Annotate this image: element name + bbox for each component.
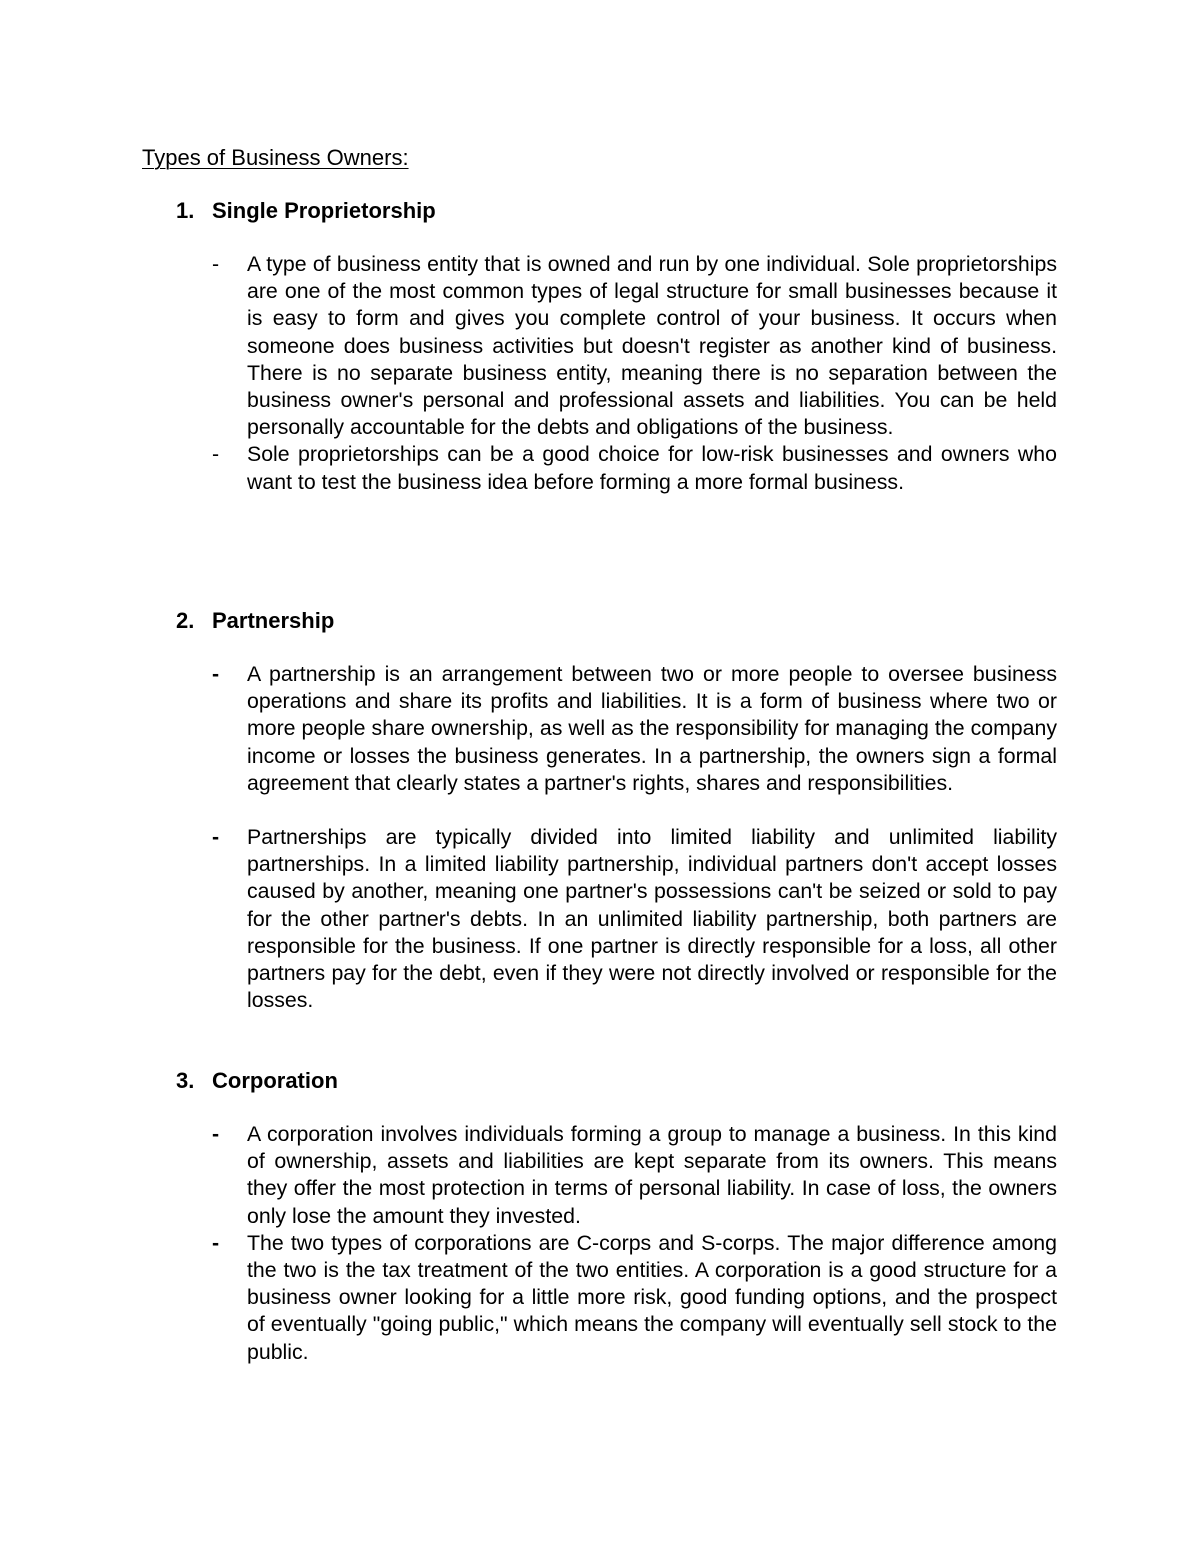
dash-marker: -	[212, 252, 220, 276]
document-title: Types of Business Owners:	[142, 145, 409, 170]
bullet-list	[212, 661, 1057, 1014]
dash-marker: -	[212, 442, 220, 467]
section-heading	[176, 197, 436, 225]
section-heading	[176, 1067, 338, 1095]
section-title: Partnership	[212, 608, 335, 633]
bullet-text: Sole proprietorships can be a good choice for low-risk businesses and owners who want to test the business idea before forming a more formal business.	[247, 442, 1057, 494]
dash-marker: -	[212, 825, 220, 850]
bullet-text: Partnerships are typically divided into limited liability and unlimited liability partnerships. In a limited liability partnership, individual partners don't accept losses caused by another, meaning one partner's possessions can't be seized or sold to pay for the other partner's debts. In an unlimited liability partnership, both partners are responsible for the business. If one partner is directly responsible for a loss, all other partners pay for the debt, even if they were not directly involved or responsible for the losses.	[247, 825, 1057, 1013]
bullet-text: A partnership is an arrangement between two or more people to oversee business operations and share its profits and liabilities. It is a form of business where two or more people share ownership, as well as the responsibility for managing the company income or losses the business generates. In a partnership, the owners sign a formal agreement that clearly states a partner's rights, shares and responsibilities.	[247, 662, 1057, 795]
list-item	[212, 1121, 1057, 1230]
section-number: 3.	[176, 1068, 195, 1093]
section-title: Single Proprietorship	[212, 198, 436, 223]
list-item	[212, 441, 1057, 495]
list-item	[212, 251, 1057, 441]
list-item	[212, 1230, 1057, 1366]
section-number: 1.	[176, 198, 195, 223]
bullet-text: A type of business entity that is owned and run by one individual. Sole proprietorships are one of the most common types of legal structure for small businesses because it is easy to form and gives you complete control of your business. It occurs when someone does business activities but doesn't register as another kind of business. There is no separate business entity, meaning there is no separation between the business owner's personal and professional assets and liabilities. You can be held personally accountable for the debts and obligations of the business.	[247, 252, 1057, 440]
bullet-list	[212, 251, 1057, 496]
bullet-text: The two types of corporations are C-corps and S-corps. The major difference among the two is the tax treatment of the two entities. A corporation is a good structure for a business owner looking for a little more risk, good funding options, and the prospect of eventually "going public," which means the company will eventually sell stock to the public.	[247, 1230, 1057, 1364]
section-number: 2.	[176, 608, 195, 633]
list-item	[212, 661, 1057, 797]
section-title: Corporation	[212, 1068, 338, 1093]
bullet-text: A corporation involves individuals forming a group to manage a business. In this kind of ownership, assets and liabilities are kept separate from its owners. This means they offer the most protection in terms of personal liability. In case of loss, the owners only lose the amount they invested.	[247, 1122, 1057, 1228]
dash-marker: -	[212, 1122, 220, 1146]
bullet-list	[212, 1121, 1057, 1366]
dash-marker: -	[212, 1230, 220, 1255]
list-item	[212, 824, 1057, 1014]
dash-marker: -	[212, 662, 220, 686]
section-heading	[176, 607, 334, 635]
